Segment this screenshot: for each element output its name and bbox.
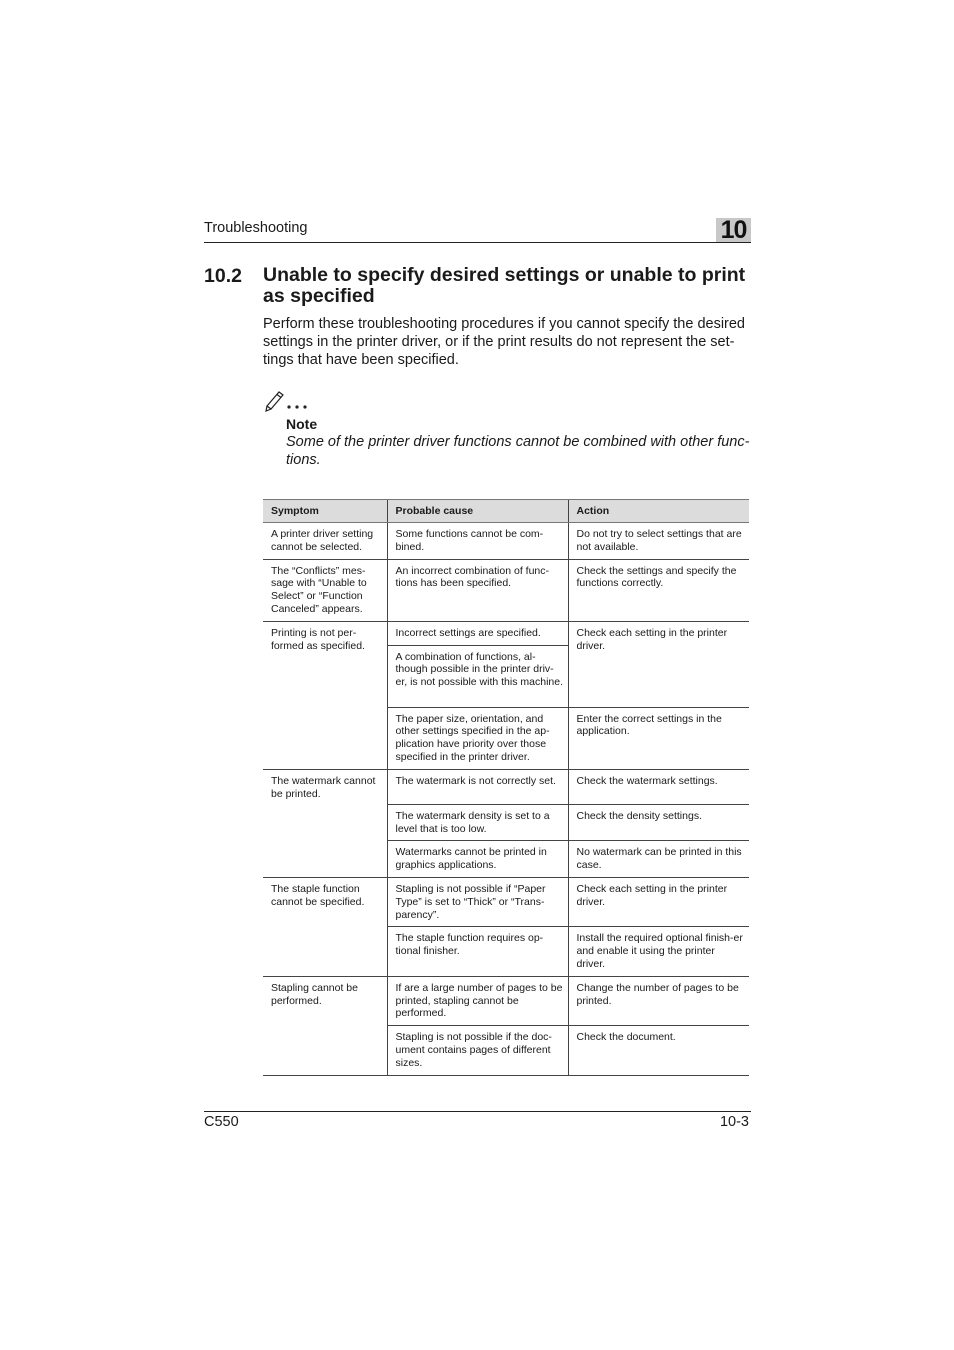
column-header-probable-cause: Probable cause: [387, 500, 568, 523]
symptom-cell: Stapling cannot be performed.: [263, 976, 387, 1075]
cause-cell: Some functions cannot be com-bined.: [387, 523, 568, 560]
table-row: [263, 976, 749, 1025]
header-rule: [204, 242, 751, 243]
action-cell: Change the number of pages to be printed.: [568, 976, 749, 1025]
table-header-row: [263, 500, 749, 523]
section-number: 10.2: [204, 265, 242, 287]
cause-cell: The staple function requires op-tional finisher.: [387, 927, 568, 976]
column-header-symptom: Symptom: [263, 500, 387, 523]
cause-cell: An incorrect combination of func-tions has been specified.: [387, 559, 568, 621]
action-cell: Check each setting in the printer driver.: [568, 877, 749, 926]
note-label: Note: [286, 416, 318, 432]
symptom-cell: The staple function cannot be specified.: [263, 877, 387, 976]
action-cell: Install the required optional finish-er and enable it using the printer driver.: [568, 927, 749, 976]
action-cell: No watermark can be printed in this case.: [568, 841, 749, 878]
table-row: [263, 621, 749, 645]
action-cell: Check each setting in the printer driver.: [568, 621, 749, 707]
symptom-cell: The “Conflicts” mes-sage with “Unable to Select” or “Function Canceled” appears.: [263, 559, 387, 621]
table-row: [263, 523, 749, 560]
action-cell: Enter the correct settings in the application.: [568, 707, 749, 769]
action-cell: Check the watermark settings.: [568, 769, 749, 804]
table-row: [263, 877, 749, 926]
footer-rule: [204, 1111, 751, 1112]
footer-page-number: 10-3: [719, 1114, 749, 1130]
chapter-number-badge: 10: [716, 218, 751, 243]
table-row: [263, 559, 749, 621]
cause-cell: Stapling is not possible if “Paper Type” is set to “Thick” or “Trans-parency”.: [387, 877, 568, 926]
column-header-action: Action: [568, 500, 749, 523]
cause-cell: A combination of functions, al-though possible in the printer driv-er, is not possible with this machine.: [387, 645, 568, 707]
symptom-cell: A printer driver setting cannot be selected.: [263, 523, 387, 560]
troubleshooting-table: [263, 499, 749, 1076]
cause-cell: Incorrect settings are specified.: [387, 621, 568, 645]
note-text: Some of the printer driver functions cannot be combined with other func-tions.: [286, 434, 750, 468]
cause-cell: The watermark density is set to a level that is too low.: [387, 804, 568, 841]
intro-paragraph: Perform these troubleshooting procedures if you cannot specify the desired settings in the printer driver, or if the print results do not represent the set-tings that have been specified.: [263, 316, 745, 368]
pencil-note-icon: [263, 386, 311, 412]
section-title: Unable to specify desired settings or unable to print as specified: [263, 264, 746, 307]
table-row: [263, 769, 749, 804]
cause-cell: Watermarks cannot be printed in graphics applications.: [387, 841, 568, 878]
running-header-section: Troubleshooting: [204, 220, 308, 236]
cause-cell: The watermark is not correctly set.: [387, 769, 568, 804]
cause-cell: The paper size, orientation, and other settings specified in the ap-plication have priority over those specified in the printer driver.: [387, 707, 568, 769]
action-cell: Check the density settings.: [568, 804, 749, 841]
action-cell: Check the document.: [568, 1026, 749, 1075]
symptom-cell: The watermark cannot be printed.: [263, 769, 387, 877]
cause-cell: If are a large number of pages to be printed, stapling cannot be performed.: [387, 976, 568, 1025]
action-cell: Do not try to select settings that are not available.: [568, 523, 749, 560]
cause-cell: Stapling is not possible if the doc-ument contains pages of different sizes.: [387, 1026, 568, 1075]
action-cell: Check the settings and specify the functions correctly.: [568, 559, 749, 621]
symptom-cell: Printing is not per-formed as specified.: [263, 621, 387, 769]
footer-model: C550: [204, 1114, 239, 1130]
